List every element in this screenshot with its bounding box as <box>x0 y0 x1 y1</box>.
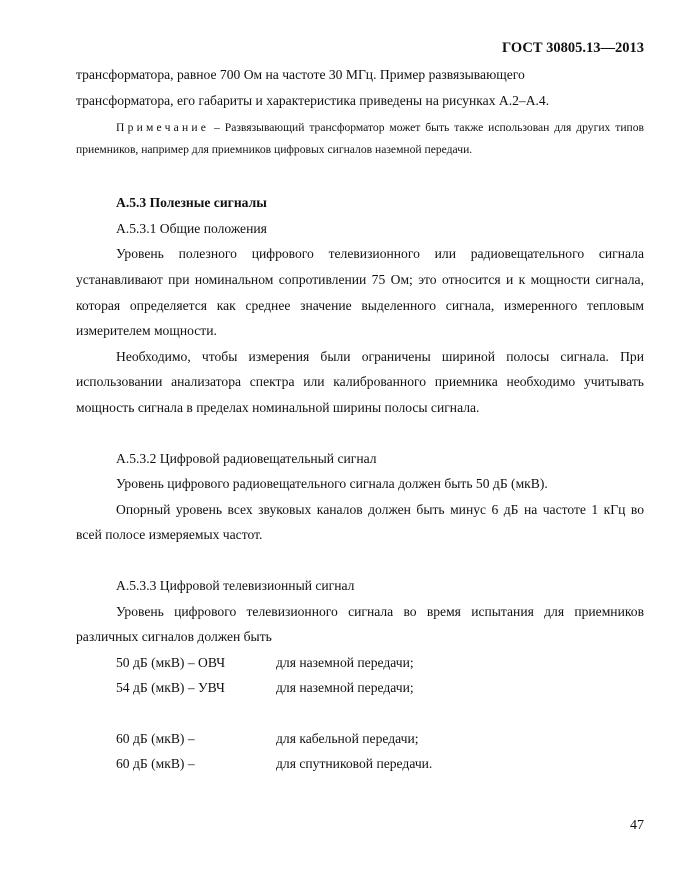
document-body <box>76 62 644 777</box>
signal-level: 54 дБ (мкВ) – УВЧ <box>116 680 225 696</box>
subsection-title-a533: А.5.3.3 Цифровой телевизионный сигнал <box>116 577 355 593</box>
note-label: Примечание <box>116 121 210 135</box>
signal-level-row <box>76 650 644 676</box>
transmission-type: для спутниковой передачи. <box>276 756 433 772</box>
transmission-type: для наземной передачи; <box>276 654 414 670</box>
signal-level-row <box>76 751 644 777</box>
subsection-title-a531: А.5.3.1 Общие положения <box>116 220 267 236</box>
note-paragraph <box>76 117 644 161</box>
intro-line-2: трансформатора, его габариты и характеристика приведены на рисунках А.2–А.4. <box>76 92 550 108</box>
signal-level: 50 дБ (мкВ) – ОВЧ <box>116 654 226 670</box>
signal-level: 60 дБ (мкВ) – <box>116 730 195 746</box>
transmission-type: для кабельной передачи; <box>276 730 419 746</box>
paragraph-a533-1: Уровень цифрового телевизионного сигнала во время испытания для приемников различных сигналов должен быть <box>76 603 644 645</box>
paragraph-a531-1: Уровень полезного цифрового телевизионного или радиовещательного сигнала устанавливают при номинальном сопротивлении 75 Ом; это относится и к мощности сигнала, которая определяется как среднее значение выделенного сигнала, измеренного тепловым измерителем мощности. <box>76 246 644 339</box>
signal-level: 60 дБ (мкВ) – <box>116 756 195 772</box>
transmission-type: для наземной передачи; <box>276 680 414 696</box>
paragraph-a532-1: Уровень цифрового радиовещательного сигнала должен быть 50 дБ (мкВ). <box>116 476 548 492</box>
paragraph-a532-2: Опорный уровень всех звуковых каналов должен быть минус 6 дБ на частоте 1 кГц во всей полосе измеряемых частот. <box>76 501 644 543</box>
document-header: ГОСТ 30805.13—2013 <box>502 40 644 56</box>
page-number: 47 <box>630 818 644 833</box>
signal-level-row <box>76 726 644 752</box>
intro-line-1: трансформатора, равное 700 Ом на частоте 30 МГц. Пример развязывающего <box>76 67 525 82</box>
paragraph-a531-2: Необходимо, чтобы измерения были ограничены шириной полосы сигнала. При использовании анализатора спектра или калиброванного приемника необходимо учитывать мощность сигнала в пределах номинальной ширины полосы сигнала. <box>76 348 644 415</box>
section-heading-a53: А.5.3 Полезные сигналы <box>116 195 267 211</box>
subsection-title-a532: А.5.3.2 Цифровой радиовещательный сигнал <box>116 450 377 466</box>
note-text: – Развязывающий трансформатор может быть также использован для других типов приемников, например для приемников цифровых сигналов наземной передачи. <box>76 121 644 157</box>
signal-level-row <box>76 675 644 701</box>
